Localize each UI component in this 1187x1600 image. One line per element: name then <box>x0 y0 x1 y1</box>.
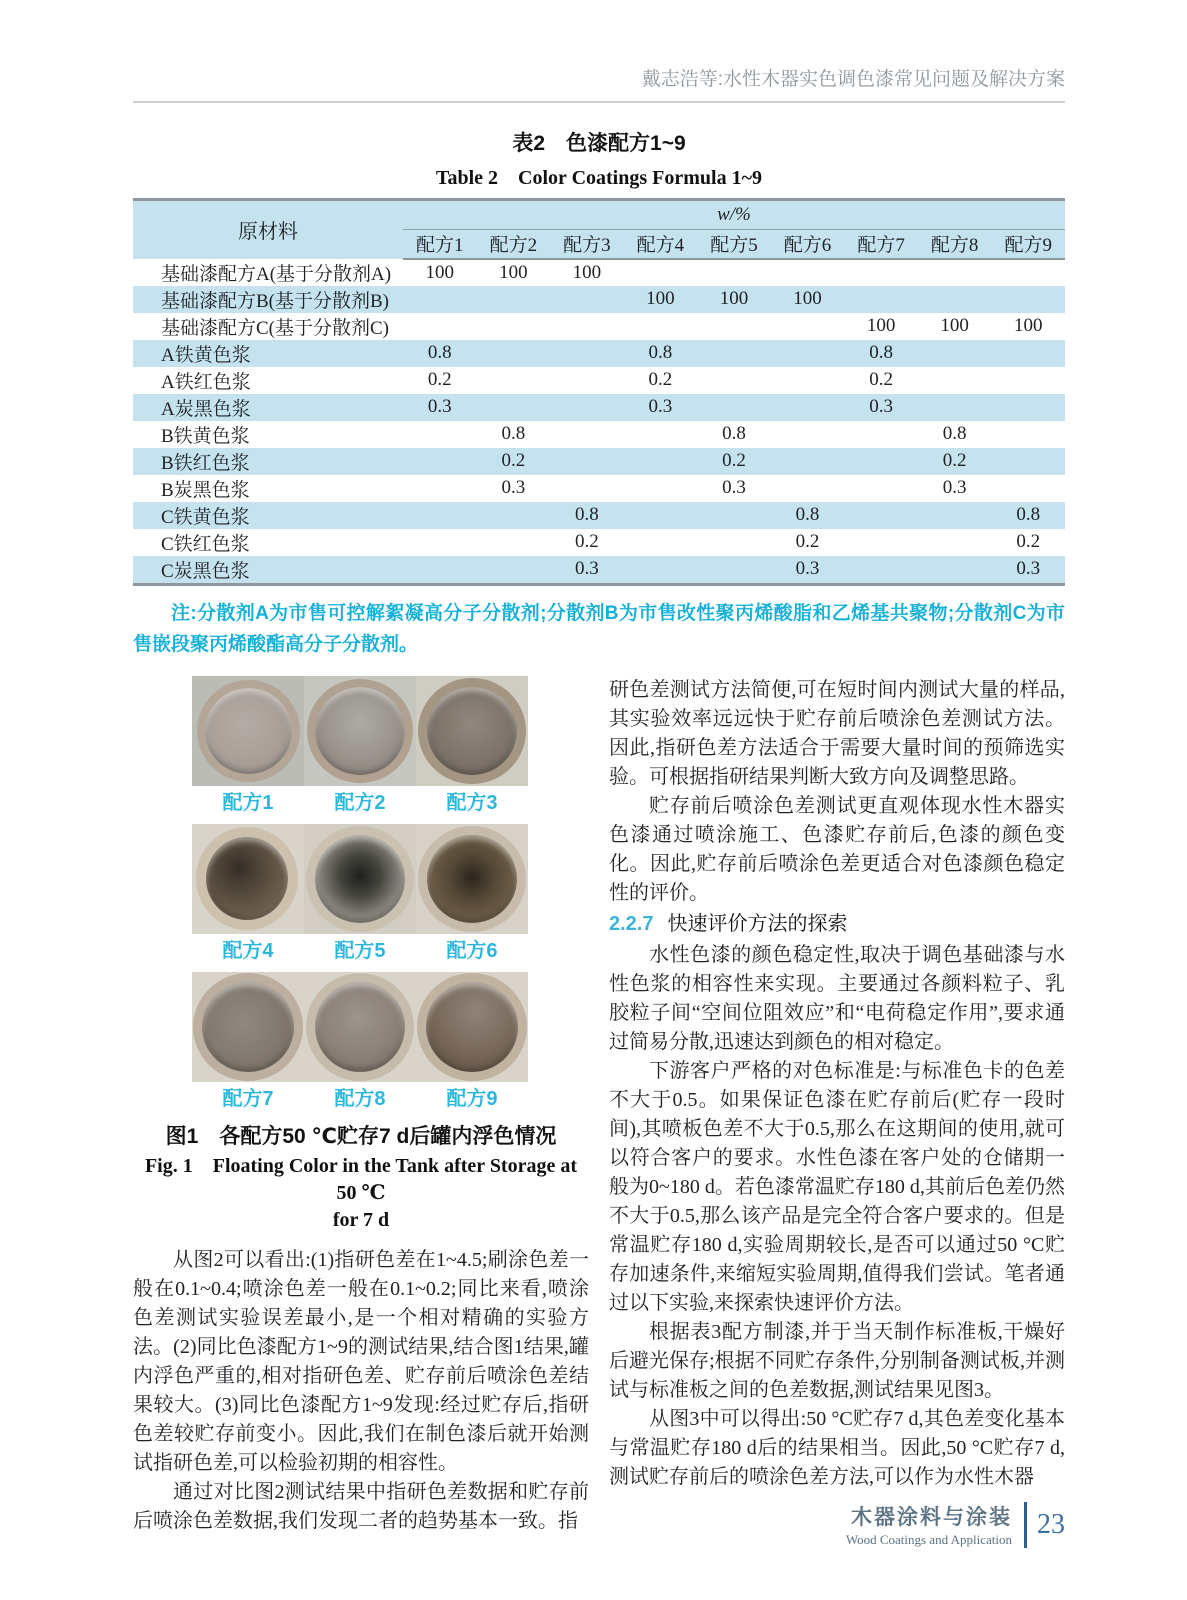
value-cell <box>697 556 771 585</box>
figure-label: 配方2 <box>334 792 386 814</box>
value-cell <box>918 259 992 286</box>
value-cell: 0.3 <box>575 558 599 579</box>
value-cell <box>697 394 771 421</box>
value-cell: 100 <box>499 261 528 283</box>
formula-column-header: 配方7 <box>844 230 918 259</box>
value-cell: 100 <box>793 288 822 309</box>
material-cell: 基础漆配方C(基于分散剂C) <box>161 317 390 339</box>
value-cell <box>477 340 551 367</box>
can-photo-formula-8 <box>304 972 416 1082</box>
can-photo-formula-7 <box>192 972 304 1082</box>
value-cell <box>477 367 551 394</box>
value-cell: 0.8 <box>427 342 452 363</box>
value-cell <box>771 475 845 502</box>
figure-label: 配方3 <box>446 792 498 814</box>
footer-divider-bar <box>1024 1502 1027 1548</box>
value-cell: 100 <box>866 315 896 336</box>
value-cell: 0.2 <box>722 450 746 471</box>
material-cell: C炭黑色浆 <box>161 560 250 582</box>
figure-label-row-2 <box>192 934 530 964</box>
paint-can <box>417 973 527 1081</box>
value-cell <box>403 421 477 448</box>
formula-table-header <box>133 200 1065 259</box>
paint-can <box>196 827 298 930</box>
value-cell <box>624 313 698 340</box>
value-cell <box>844 448 918 475</box>
paragraph: 下游客户严格的对色标准是:与标准色卡的色差不大于0.5。如果保证色漆在贮存前后(贮存一段时间),其喷板色差不大于0.5,那么在这期间的使用,就可以符合客户的要求。水性色漆在客户处的仓储期一般为0~180 d。若色漆常温贮存180 d,其前后色差仍然不大于0.5,那么该产品是完全符合客户要求的。但是常温贮存180 d,实验周期较长,是否可以通过50 °C贮存加速条件,来缩短实验周期,值得我们尝试。笔者通过以下实验,来探索快速评价方法。 <box>609 1059 1065 1314</box>
value-cell <box>844 502 918 529</box>
material-cell: B铁黄色浆 <box>161 425 250 447</box>
value-cell <box>771 448 845 475</box>
value-cell <box>697 529 771 556</box>
table-row <box>133 313 1065 340</box>
value-cell <box>771 421 845 448</box>
can-photo-formula-3 <box>416 676 528 786</box>
value-cell <box>771 367 845 394</box>
value-cell <box>624 502 698 529</box>
two-column-body <box>133 676 1065 1536</box>
value-cell <box>477 394 551 421</box>
paint-can <box>418 826 526 932</box>
value-cell <box>403 529 477 556</box>
formula-column-header: 配方1 <box>403 230 477 259</box>
material-cell: A铁黄色浆 <box>161 344 251 366</box>
page-number: 23 <box>1037 1508 1065 1540</box>
formula-table-body <box>133 259 1065 585</box>
value-cell: 100 <box>646 288 675 309</box>
paint-can <box>418 678 526 784</box>
value-cell: 100 <box>719 288 749 309</box>
value-cell <box>624 421 698 448</box>
value-cell <box>991 421 1065 448</box>
table-note: 注:分散剂A为市售可控解絮凝高分子分散剂;分散剂B为市售改性聚丙烯酸脂和乙烯基共聚物;分散剂C为市售嵌段聚丙烯酸酯高分子分散剂。 <box>133 602 1065 655</box>
value-cell: 0.3 <box>942 477 967 498</box>
figure-photo-row-3 <box>192 972 530 1082</box>
value-cell <box>477 556 551 585</box>
table-row <box>133 556 1065 585</box>
left-column-text <box>133 1246 589 1536</box>
formula-column-header: 配方9 <box>991 230 1065 259</box>
paragraph: 通过对比图2测试结果中指研色差数据和贮存前后喷涂色差数据,我们发现二者的趋势基本一致。指 <box>133 1480 589 1532</box>
material-cell: A铁红色浆 <box>161 371 251 393</box>
value-cell <box>918 502 992 529</box>
unit-header: w/% <box>403 200 1065 230</box>
value-cell <box>697 313 771 340</box>
value-cell <box>550 286 624 313</box>
value-cell: 100 <box>572 261 602 283</box>
value-cell: 100 <box>940 315 969 336</box>
value-cell: 0.3 <box>427 396 452 417</box>
value-cell: 0.8 <box>795 504 820 525</box>
value-cell <box>991 394 1065 421</box>
formula-column-header: 配方4 <box>624 230 698 259</box>
figure-label: 配方7 <box>222 1088 274 1110</box>
section-number: 2.2.7 <box>609 912 654 935</box>
value-cell <box>844 421 918 448</box>
value-cell <box>771 313 845 340</box>
table-row <box>133 259 1065 286</box>
figure-label: 配方6 <box>446 940 498 962</box>
value-cell: 0.2 <box>1016 531 1041 552</box>
figure-label-row-3 <box>192 1082 530 1112</box>
value-cell <box>477 286 551 313</box>
value-cell <box>403 448 477 475</box>
running-header: 戴志浩等:水性木器实色调色漆常见问题及解决方案 <box>133 64 1065 103</box>
section-heading-2-2-7 <box>609 910 1065 939</box>
section-title: 快速评价方法的探索 <box>667 912 848 935</box>
value-cell <box>918 340 992 367</box>
formula-column-header: 配方5 <box>697 230 771 259</box>
figure-label: 配方4 <box>222 940 274 962</box>
can-photo-formula-9 <box>416 972 528 1082</box>
table-title-cn: 表2 色漆配方1~9 <box>512 132 686 155</box>
value-cell <box>918 367 992 394</box>
formula-column-header: 配方3 <box>550 230 624 259</box>
figure-label: 配方9 <box>446 1088 498 1110</box>
paragraph: 贮存前后喷涂色差测试更直观体现水性木器实色漆通过喷涂施工、色漆贮存前后,色漆的颜色变化。因此,贮存前后喷涂色差更适合对色漆颜色稳定性的评价。 <box>609 794 1065 904</box>
material-cell: C铁黄色浆 <box>161 506 250 528</box>
paragraph: 研色差测试方法简便,可在短时间内测试大量的样品,其实验效率远远快于贮存前后喷涂色差测试方法。因此,指研色差方法适合于需要大量时间的预筛选实验。可根据指研结果判断大致方向及调整思路。 <box>609 678 1065 788</box>
paragraph: 根据表3配方制漆,并于当天制作标准板,干燥好后避光保存;根据不同贮存条件,分别制备测试板,并测试与标准板之间的色差数据,测试结果见图3。 <box>609 1320 1065 1401</box>
paragraph: 水性色漆的颜色稳定性,取决于调色基础漆与水性色浆的相容性来实现。主要通过各颜料粒子、乳胶粒子间“空间位阻效应”和“电荷稳定作用”,要求通过简易分散,迅速达到颜色的相对稳定。 <box>609 943 1065 1053</box>
can-photo-formula-6 <box>416 824 528 934</box>
figure-label: 配方8 <box>334 1088 386 1110</box>
journal-name-en: Wood Coatings and Application <box>845 1532 1012 1547</box>
figure-label: 配方1 <box>222 792 274 814</box>
value-cell <box>403 286 477 313</box>
paint-can <box>306 973 414 1081</box>
figure-caption-en-line1: Fig. 1 Floating Color in the Tank after Storage at 50 ℃ <box>144 1154 578 1204</box>
page-content <box>133 64 1065 1536</box>
value-cell <box>550 448 624 475</box>
value-cell: 0.2 <box>427 369 452 390</box>
value-cell <box>624 259 698 286</box>
value-cell <box>991 448 1065 475</box>
material-cell: C铁红色浆 <box>161 533 250 555</box>
material-cell: 基础漆配方B(基于分散剂B) <box>161 290 390 312</box>
value-cell: 0.3 <box>648 396 673 417</box>
value-cell: 0.8 <box>1016 504 1041 525</box>
value-cell <box>697 367 771 394</box>
value-cell <box>550 421 624 448</box>
value-cell: 0.2 <box>648 369 673 390</box>
figure-label: 配方5 <box>334 940 386 962</box>
value-cell <box>844 475 918 502</box>
value-cell <box>550 313 624 340</box>
value-cell <box>624 475 698 502</box>
figure-photo-row-2 <box>192 824 530 934</box>
table-row <box>133 421 1065 448</box>
value-cell <box>991 367 1065 394</box>
value-cell: 0.2 <box>869 369 893 390</box>
value-cell <box>771 394 845 421</box>
value-cell <box>624 448 698 475</box>
value-cell: 0.8 <box>575 504 599 525</box>
value-cell: 0.8 <box>501 423 526 444</box>
value-cell <box>771 340 845 367</box>
can-photo-formula-5 <box>304 824 416 934</box>
paint-can <box>193 973 303 1081</box>
value-cell <box>477 529 551 556</box>
value-cell: 0.8 <box>869 342 893 363</box>
value-cell: 0.3 <box>795 558 820 579</box>
table-row <box>133 529 1065 556</box>
value-cell <box>844 259 918 286</box>
material-cell: B铁红色浆 <box>161 452 250 474</box>
journal-name-cn: 木器涂料与涂装 <box>851 1506 1012 1529</box>
value-cell: 0.3 <box>501 477 526 498</box>
value-cell <box>550 340 624 367</box>
page-footer <box>846 1501 1065 1548</box>
value-cell <box>550 394 624 421</box>
value-cell <box>991 475 1065 502</box>
value-cell <box>697 340 771 367</box>
figure-photo-row-1 <box>192 676 530 786</box>
table-title-en: Table 2 Color Coatings Formula 1~9 <box>436 167 762 189</box>
value-cell <box>991 340 1065 367</box>
value-cell <box>918 556 992 585</box>
value-cell <box>624 556 698 585</box>
table-row <box>133 286 1065 313</box>
value-cell <box>403 313 477 340</box>
value-cell <box>403 475 477 502</box>
can-photo-formula-2 <box>304 676 416 786</box>
paragraph: 从图2可以看出:(1)指研色差在1~4.5;刷涂色差一般在0.1~0.4;喷涂色差一般在0.1~0.2;同比来看,喷涂色差测试实验误差最小,是一个相对精确的实验方法。(2)同比色漆配方1~9的测试结果,结合图1结果,罐内浮色严重的,相对指研色差、贮存前后喷涂色差结果较大。(3)同比色漆配方1~9发现:经过贮存后,指研色差较贮存前变小。因此,我们在制色漆后就开始测试指研色差,可以检验初期的相容性。 <box>133 1248 589 1474</box>
value-cell <box>918 529 992 556</box>
value-cell: 0.2 <box>501 450 526 471</box>
journal-name-block <box>846 1501 1012 1548</box>
paint-can <box>307 679 413 783</box>
right-column <box>609 676 1065 1536</box>
table-row <box>133 502 1065 529</box>
value-cell <box>697 259 771 286</box>
formula-column-header: 配方2 <box>477 230 551 259</box>
value-cell: 0.8 <box>942 423 967 444</box>
value-cell: 0.3 <box>722 477 746 498</box>
value-cell <box>918 286 992 313</box>
table-row <box>133 367 1065 394</box>
value-cell <box>477 313 551 340</box>
can-photo-formula-4 <box>192 824 304 934</box>
table-row <box>133 475 1065 502</box>
paint-can <box>197 680 300 782</box>
table-row <box>133 394 1065 421</box>
value-cell <box>550 367 624 394</box>
value-cell <box>844 556 918 585</box>
material-cell: A炭黑色浆 <box>161 398 251 420</box>
value-cell: 0.8 <box>648 342 673 363</box>
value-cell: 100 <box>425 261 455 283</box>
material-column-header: 原材料 <box>238 221 298 244</box>
table-row <box>133 448 1065 475</box>
formula-table <box>133 198 1065 586</box>
value-cell <box>550 475 624 502</box>
value-cell <box>844 529 918 556</box>
figure-caption-en <box>133 1153 589 1234</box>
value-cell: 0.3 <box>1016 558 1041 579</box>
value-cell <box>697 502 771 529</box>
figure-caption-cn: 图1 各配方50 ℃贮存7 d后罐内浮色情况 <box>165 1124 557 1148</box>
value-cell <box>477 502 551 529</box>
figure-1 <box>192 676 530 1112</box>
can-photo-formula-1 <box>192 676 304 786</box>
material-cell: 基础漆配方A(基于分散剂A) <box>161 263 392 285</box>
value-cell <box>991 286 1065 313</box>
material-cell: B炭黑色浆 <box>161 479 250 501</box>
value-cell: 0.2 <box>575 531 599 552</box>
value-cell <box>844 286 918 313</box>
value-cell: 0.3 <box>869 396 893 417</box>
value-cell <box>991 259 1065 286</box>
value-cell <box>918 394 992 421</box>
left-column <box>133 676 589 1536</box>
value-cell: 0.8 <box>722 423 746 444</box>
value-cell <box>624 529 698 556</box>
value-cell: 0.2 <box>942 450 967 471</box>
figure-label-row-1 <box>192 786 530 816</box>
value-cell <box>403 556 477 585</box>
formula-column-header: 配方8 <box>918 230 992 259</box>
value-cell: 0.2 <box>795 531 820 552</box>
paragraph: 从图3中可以得出:50 °C贮存7 d,其色差变化基本与常温贮存180 d后的结果相当。因此,50 °C贮存7 d,测试贮存前后的喷涂色差方法,可以作为水性木器 <box>609 1407 1065 1488</box>
value-cell <box>403 502 477 529</box>
value-cell <box>771 259 845 286</box>
paint-can <box>306 826 414 932</box>
formula-column-header: 配方6 <box>771 230 845 259</box>
figure-caption-en-line2: for 7 d <box>332 1208 390 1231</box>
value-cell: 100 <box>1013 315 1043 336</box>
table-row <box>133 340 1065 367</box>
